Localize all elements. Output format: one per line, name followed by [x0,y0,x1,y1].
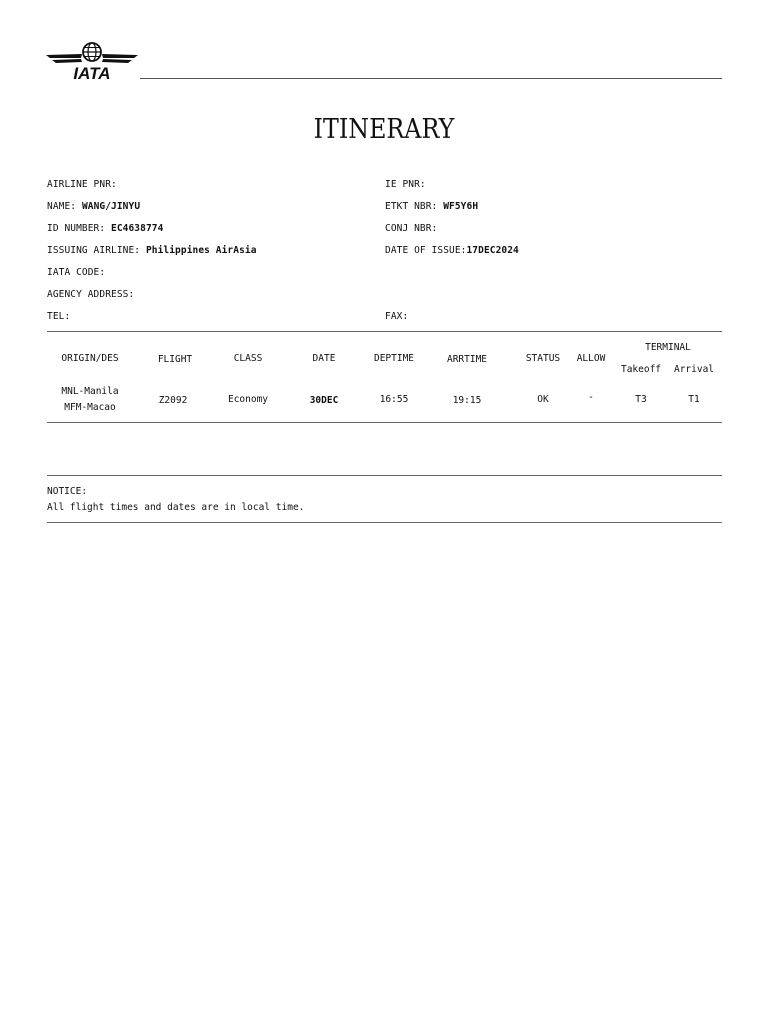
agency-address-field [47,289,134,300]
issuing-airline-label: ISSUING AIRLINE: [47,245,141,256]
id-number-value: EC4638774 [111,223,164,234]
notice-label: NOTICE: [47,486,88,497]
ie-pnr-label: IE PNR: [385,179,426,190]
row-status: OK [537,394,549,405]
iata-logo [44,40,140,82]
row-destination: MFM-Macao [64,402,116,413]
conj-nbr-field [385,223,437,234]
notice-text: All flight times and dates are in local time. [47,502,305,513]
id-number-field [47,223,163,234]
row-arrival-terminal: T1 [688,394,700,405]
row-class: Economy [227,394,269,405]
etkt-nbr-label: ETKT NBR: [385,201,438,212]
fax-field [385,311,408,322]
id-number-label: ID NUMBER: [47,223,106,234]
date-of-issue-label: DATE OF ISSUE: [385,245,467,256]
name-value: WANG/JINYU [81,201,141,212]
table-top-rule [47,331,722,332]
header-allow: ALLOW [576,353,606,364]
header-date: DATE [312,353,336,364]
airline-pnr-label: AIRLINE PNR: [47,179,117,190]
tel-field [47,311,70,322]
date-of-issue-field [385,245,519,256]
iata-code-label: IATA CODE: [47,267,106,278]
row-allow: - [588,392,594,403]
page-title: ITINERARY [313,114,455,145]
header-divider [140,78,722,79]
etkt-nbr-field [385,201,478,212]
iata-logo-text: IATA [73,64,111,82]
header-takeoff: Takeoff [620,364,662,375]
row-deptime: 16:55 [379,394,409,405]
header-flight: FLIGHT [157,354,193,365]
header-arrival: Arrival [673,364,715,375]
etkt-nbr-value: WF5Y6H [443,201,479,212]
airline-pnr-field [47,179,117,190]
date-of-issue-value: 17DEC2024 [466,245,519,256]
header-origin-des: ORIGIN/DES [61,353,119,364]
row-flight: Z2092 [158,395,188,406]
header-terminal: TERMINAL [645,342,691,353]
header-deptime: DEPTIME [373,353,415,364]
agency-address-label: AGENCY ADDRESS: [47,289,135,300]
name-label: NAME: [47,201,77,212]
notice-bottom-rule [47,522,722,523]
name-field [47,201,140,212]
table-bottom-rule [47,422,722,423]
notice-top-rule [47,475,722,476]
issuing-airline-field [47,245,257,256]
fax-label: FAX: [385,311,409,322]
header-arrtime: ARRTIME [446,354,488,365]
tel-label: TEL: [47,311,71,322]
row-takeoff-terminal: T3 [635,394,647,405]
header-status: STATUS [525,353,561,364]
header-class: CLASS [233,353,263,364]
row-origin: MNL-Manila [61,386,119,397]
row-date: 30DEC [309,395,339,406]
conj-nbr-label: CONJ NBR: [385,223,438,234]
row-arrtime: 19:15 [452,395,482,406]
iata-code-field [47,267,105,278]
issuing-airline-value: Philippines AirAsia [145,245,257,256]
ie-pnr-field [385,179,426,190]
